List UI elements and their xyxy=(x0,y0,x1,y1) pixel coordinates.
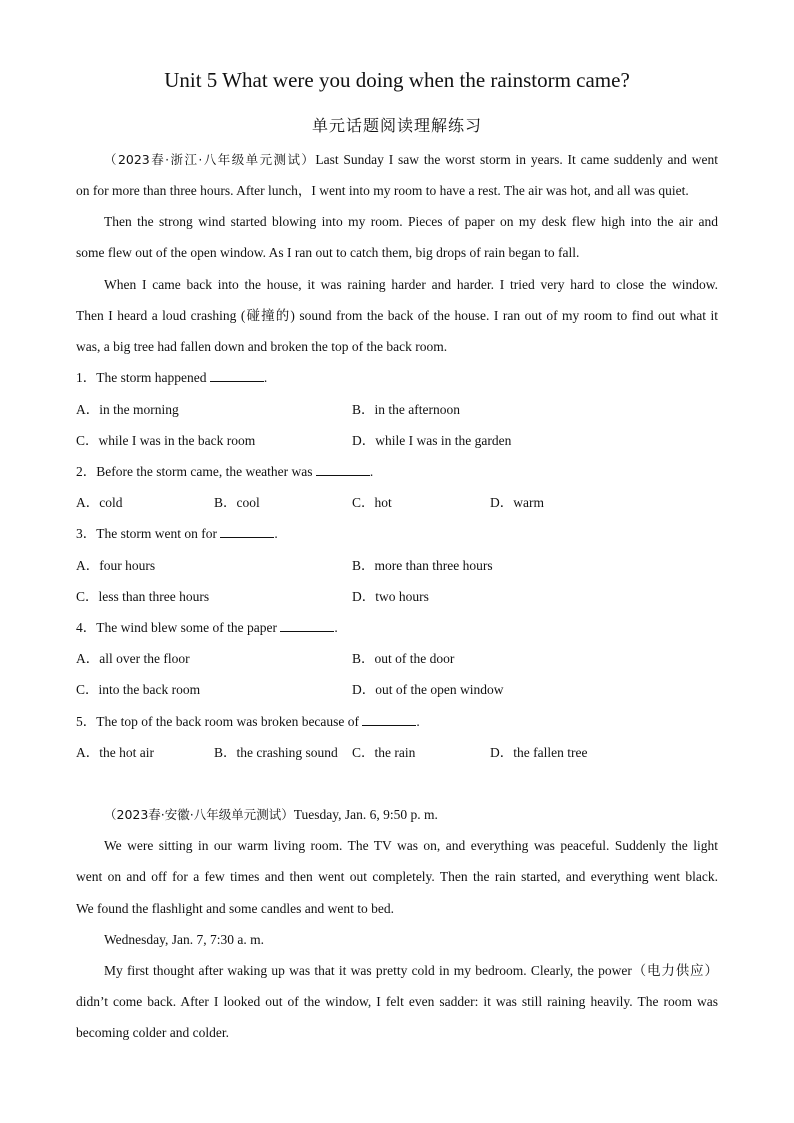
q5-option-a[interactable]: A．the hot air xyxy=(76,745,154,760)
question-5: 5．The top of the back room was broken because of . xyxy=(76,714,420,729)
q5-option-b[interactable]: B．the crashing sound xyxy=(214,745,338,760)
passage1-line-7: was, a big tree had fallen down and broken the top of the back room. xyxy=(76,339,448,354)
passage1-line-2: on for more than three hours. After lunch，I went into my room to have a rest. The air was hot, and all was quiet. xyxy=(76,183,689,198)
q5-option-c[interactable]: C．the rain xyxy=(352,745,416,760)
passage2-line-2: We were sitting in our warm living room. The TV was on, and everything was peaceful. Suddenly the light xyxy=(104,838,718,853)
passage1-source: （2023春·浙江·八年级单元测试） xyxy=(104,152,316,167)
question-3: 3．The storm went on for . xyxy=(76,526,278,541)
q3-option-d[interactable]: D．two hours xyxy=(352,589,429,604)
passage1-line-5: When I came back into the house, it was raining harder and harder. I tried very hard to close the window. xyxy=(104,277,718,292)
passage2-line-5: Wednesday, Jan. 7, 7:30 a. m. xyxy=(104,932,265,947)
q1-option-d[interactable]: D．while I was in the garden xyxy=(352,433,512,448)
q3-option-b[interactable]: B．more than three hours xyxy=(352,558,493,573)
q1-option-b[interactable]: B．in the afternoon xyxy=(352,402,460,417)
passage2-line-6: My first thought after waking up was that it was pretty cold in my bedroom. Clearly, the power（电力供应） xyxy=(104,963,718,978)
passage1-line-1: （2023春·浙江·八年级单元测试）Last Sunday I saw the worst storm in years. It came suddenly and went xyxy=(104,152,718,167)
q1-option-c[interactable]: C．while I was in the back room xyxy=(76,433,256,448)
q4-option-c[interactable]: C．into the back room xyxy=(76,682,201,697)
passage2-source: （2023春·安徽·八年级单元测试） xyxy=(104,807,294,822)
passage2-line-3: went on and off for a few times and then went out completely. Then the rain started, and everything went black. xyxy=(76,869,718,884)
page-subtitle: 单元话题阅读理解练习 xyxy=(311,116,482,135)
passage1-line-3: Then the strong wind started blowing into my room. Pieces of paper on my desk flew high into the air and xyxy=(104,214,718,229)
q2-option-d[interactable]: D．warm xyxy=(490,495,544,510)
q4-option-d[interactable]: D．out of the open window xyxy=(352,682,504,697)
passage2-line-4: We found the flashlight and some candles and went to bed. xyxy=(76,901,394,916)
answer-blank[interactable] xyxy=(210,369,264,382)
passage2-line-1: （2023春·安徽·八年级单元测试）Tuesday, Jan. 6, 9:50 p. m. xyxy=(104,807,438,822)
q2-option-b[interactable]: B．cool xyxy=(214,495,260,510)
q3-option-a[interactable]: A．four hours xyxy=(76,558,156,573)
q3-option-c[interactable]: C．less than three hours xyxy=(76,589,210,604)
q1-option-a[interactable]: A．in the morning xyxy=(76,402,179,417)
q2-option-a[interactable]: A．cold xyxy=(76,495,123,510)
answer-blank[interactable] xyxy=(362,713,416,726)
page-title: Unit 5 What were you doing when the rainstorm came? xyxy=(164,68,630,92)
passage2-line-7: didn’t come back. After I looked out of the window, I felt even sadder: it was still raining heavily. The room was xyxy=(76,994,718,1009)
question-4: 4．The wind blew some of the paper . xyxy=(76,620,338,635)
passage1-line-4: some flew out of the open window. As I ran out to catch them, big drops of rain began to fall. xyxy=(76,245,580,260)
q4-option-a[interactable]: A．all over the floor xyxy=(76,651,190,666)
answer-blank[interactable] xyxy=(316,463,370,476)
passage1-line-6: Then I heard a loud crashing (碰撞的) sound from the back of the house. I ran out of my room to find out what it xyxy=(76,308,718,323)
question-1: 1．The storm happened . xyxy=(76,370,268,385)
question-2: 2．Before the storm came, the weather was . xyxy=(76,464,374,479)
q5-option-d[interactable]: D．the fallen tree xyxy=(490,745,588,760)
passage2-line-8: becoming colder and colder. xyxy=(76,1025,229,1040)
q4-option-b[interactable]: B．out of the door xyxy=(352,651,455,666)
q2-option-c[interactable]: C．hot xyxy=(352,495,392,510)
answer-blank[interactable] xyxy=(280,619,334,632)
answer-blank[interactable] xyxy=(220,525,274,538)
